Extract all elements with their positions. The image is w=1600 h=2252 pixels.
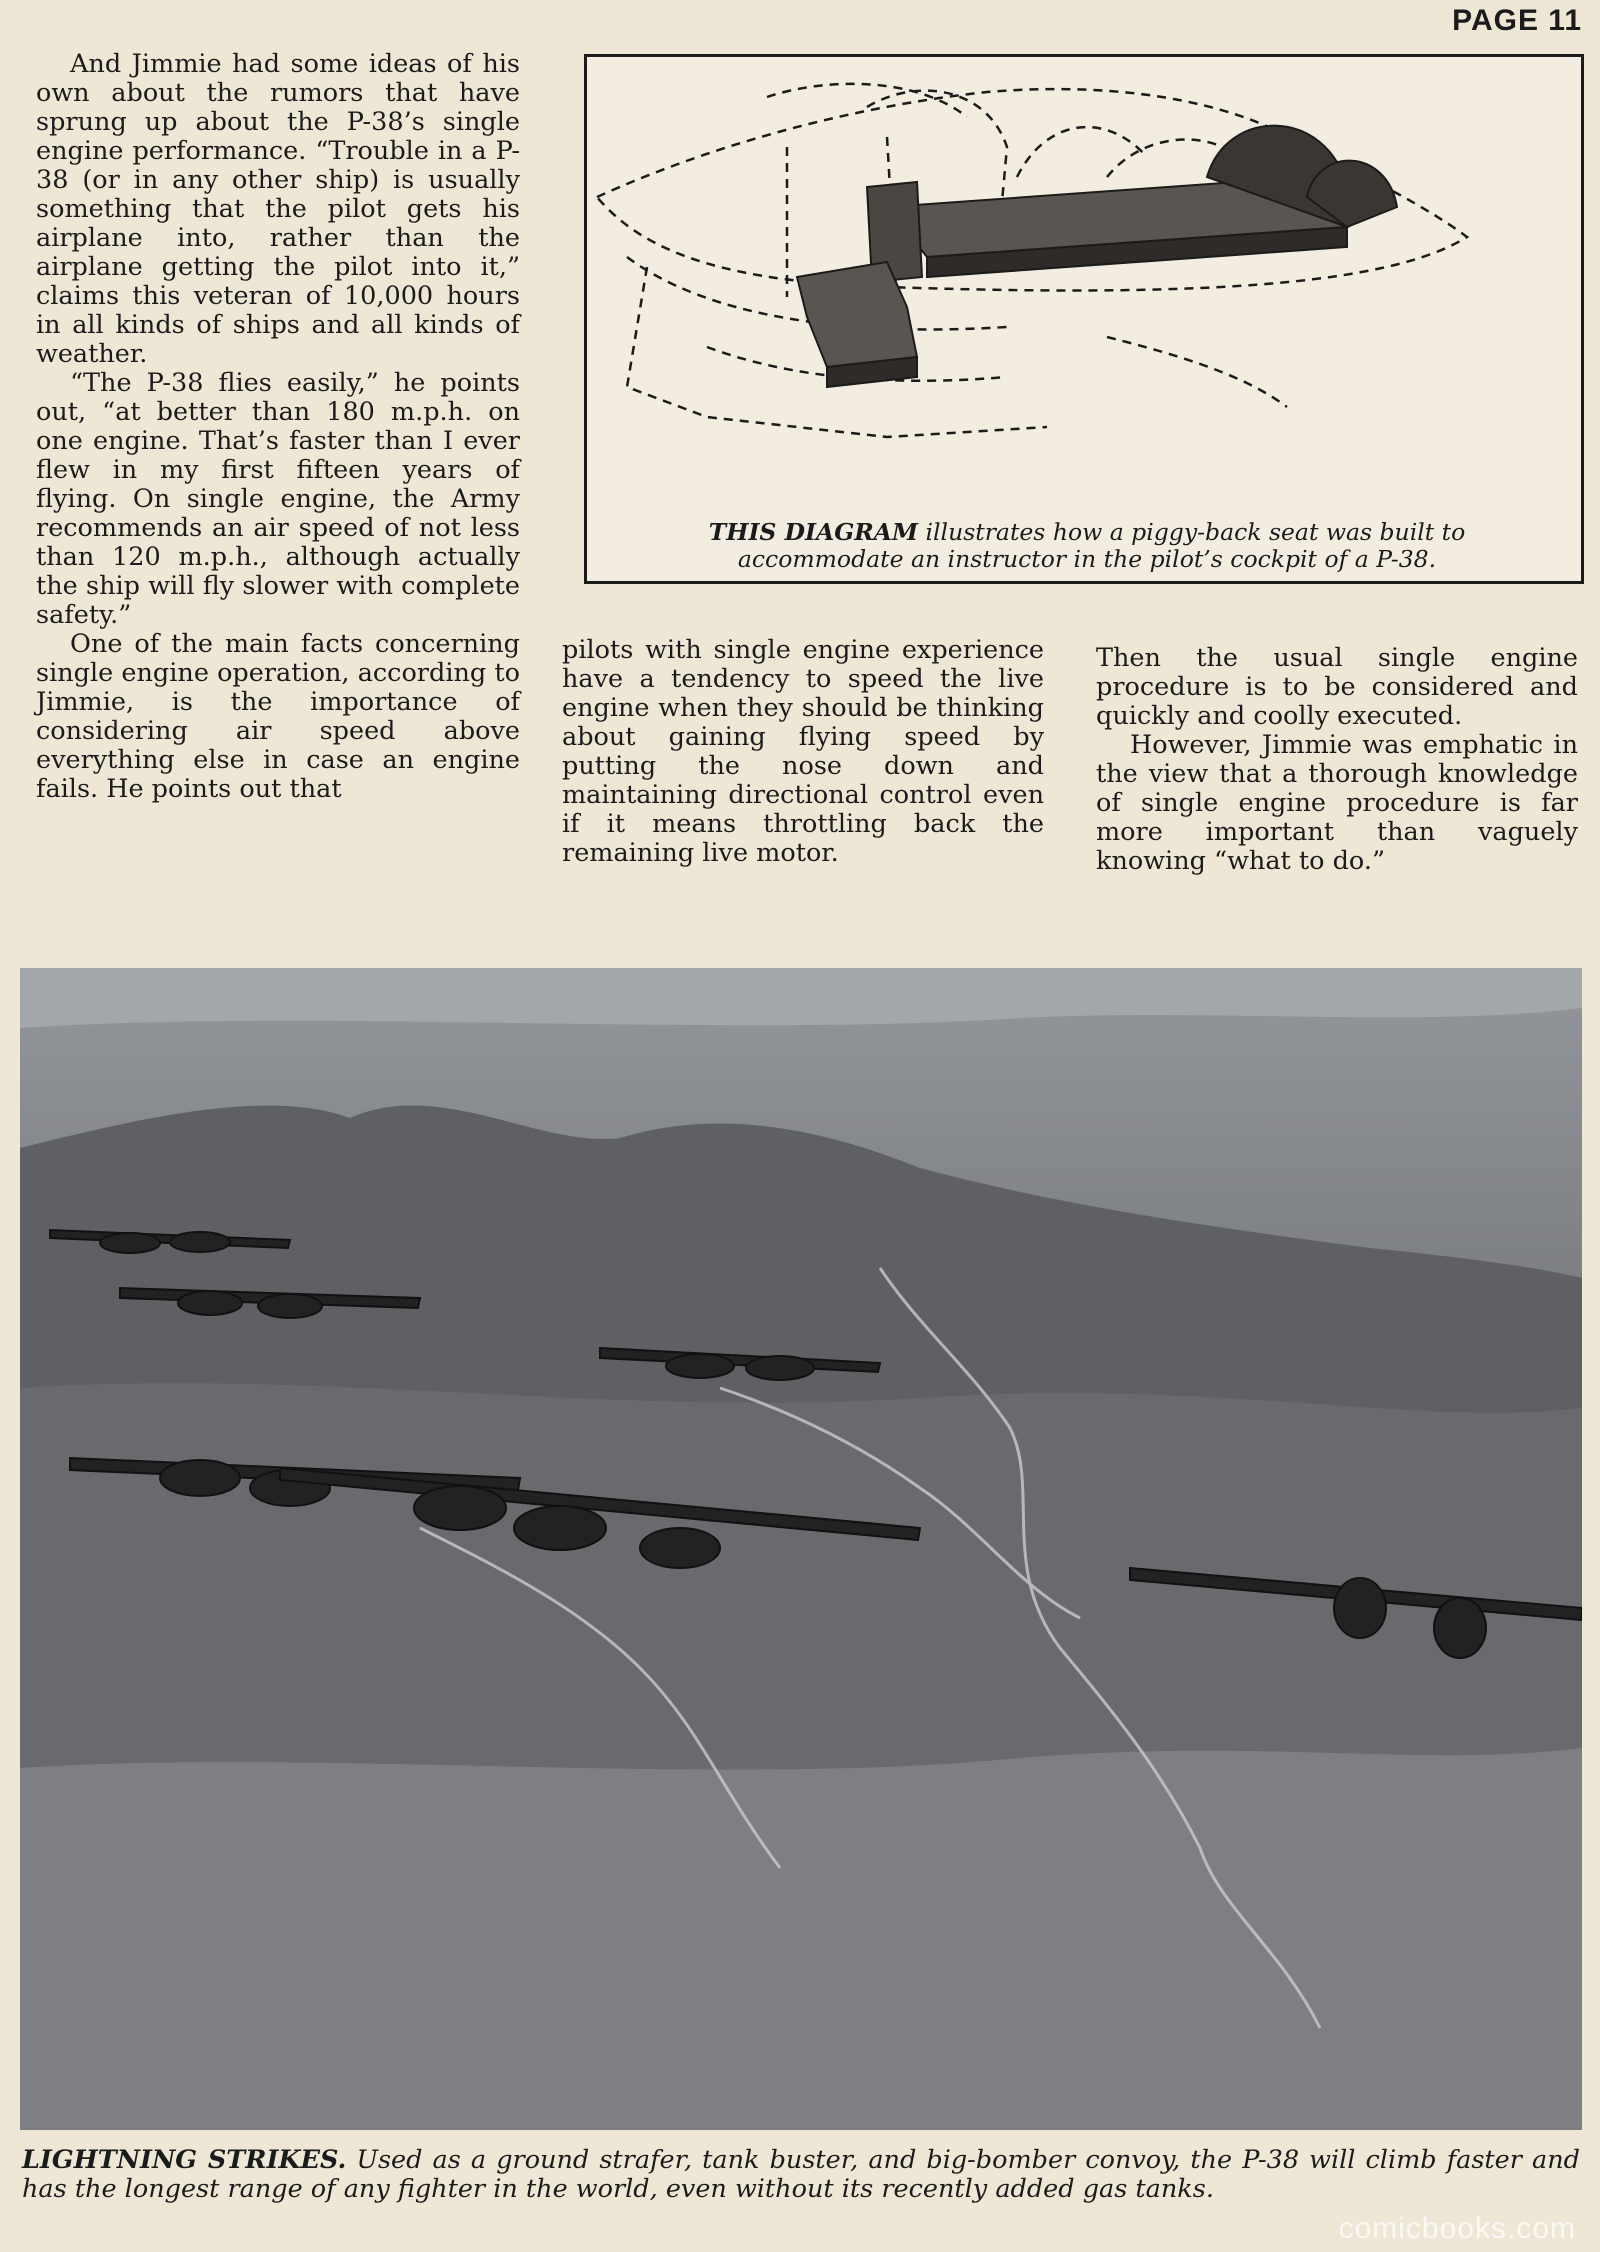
article-column-3 <box>1096 644 1578 876</box>
cockpit-diagram <box>584 54 1584 584</box>
paragraph: However, Jimmie was emphatic in the view that a thorough knowledge of single engine procedure is far more important than vaguely knowing “what to do.” <box>1096 730 1578 876</box>
watermark: comicbooks.com <box>1338 2212 1576 2245</box>
article-column-2 <box>562 636 1044 868</box>
paragraph: Then the usual single engine procedure is to be considered and quickly and coolly executed. <box>1096 643 1578 731</box>
article-column-1 <box>36 50 520 804</box>
paragraph: “The P-38 flies easily,” he points out, “at better than 180 m.p.h. on one engine. That’s faster than I ever flew in my first fifteen years of flying. On single engine, the Army recommends an air speed of not less than 120 m.p.h., although actually the ship will fly slower with complete safety.” <box>36 368 520 630</box>
page-number: PAGE 11 <box>1452 4 1582 37</box>
aerial-photo-p38-formation <box>20 968 1582 2130</box>
diagram-caption-text: illustrates how a piggy-back seat was built to accommodate an instructor in the pilot’s cockpit of a P-38. <box>737 518 1466 573</box>
diagram-caption-lead: THIS DIAGRAM <box>708 518 919 546</box>
paragraph: And Jimmie had some ideas of his own about the rumors that have sprung up about the P-38’s single engine performance. “Trouble in a P-38 (or in any other ship) is usually something that the pilot gets his airplane into, rather than the airplane getting the pilot into it,” claims this veteran of 10,000 hours in all kinds of ships and all kinds of weather. <box>36 49 520 369</box>
photo-caption-lead: LIGHTNING STRIKES. <box>22 2145 347 2175</box>
paragraph: One of the main facts concerning single engine operation, according to Jimmie, is the importance of considering air speed above everything else in case an engine fails. He points out that <box>36 629 520 804</box>
diagram-caption <box>657 519 1517 573</box>
piggyback-seat-illustration <box>587 57 1581 517</box>
photo-scene <box>20 968 1582 2130</box>
photo-caption-text: Used as a ground strafer, tank buster, and big-bomber convoy, the P-38 will climb faster and has the longest range of any fighter in the world, even without its recently added gas tanks. <box>22 2145 1580 2204</box>
photo-caption <box>22 2146 1580 2204</box>
paragraph: pilots with single engine experience have a tendency to speed the live engine when they should be thinking about gaining flying speed by putting the nose down and maintaining directional control even if it means throttling back the remaining live motor. <box>562 635 1044 868</box>
